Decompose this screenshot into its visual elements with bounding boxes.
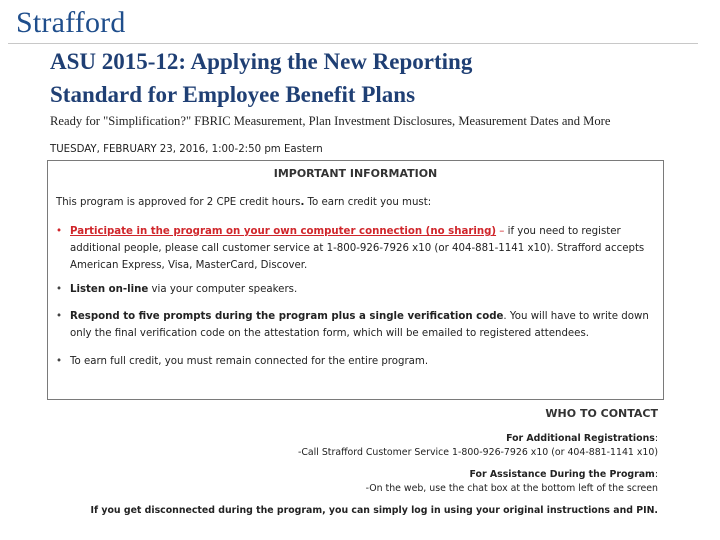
important-info-heading: IMPORTANT INFORMATION [273, 167, 438, 180]
credit-intro [56, 194, 431, 211]
respond-prompts-detail: . You will have to write down only the final verification code on the attestation form, which will be emailed to registered attendees. [70, 311, 649, 339]
respond-prompts-label: Respond to five prompts during the program plus a single verification code [70, 311, 504, 322]
credit-intro-dot: . [300, 197, 305, 208]
bullet-listen-online [70, 281, 655, 298]
assistance-label: For Assistance During the Program: [469, 469, 658, 480]
credit-intro-suffix: To earn credit you must: [304, 197, 432, 208]
disconnect-note: If you get disconnected during the program, you can simply log in using your original instructions and PIN. [90, 505, 658, 516]
bullet-respond-prompts [70, 308, 655, 342]
listen-online-detail: via your computer speakers. [148, 284, 298, 295]
header-divider [8, 43, 698, 44]
participate-requirement-link[interactable]: Participate in the program on your own computer connection (no sharing) [70, 226, 497, 237]
who-to-contact-heading: WHO TO CONTACT [545, 407, 658, 420]
assistance-contact: -On the web, use the chat box at the bottom left of the screen [365, 483, 658, 494]
bullet-marker: • [56, 356, 63, 367]
bullet-marker: • [56, 311, 63, 322]
page-title-line-2: Standard for Employee Benefit Plans [50, 82, 416, 107]
bullet-full-credit: To earn full credit, you must remain connected for the entire program. [70, 356, 429, 367]
bullet-marker: • [56, 226, 63, 237]
registrations-label: For Additional Registrations: [506, 433, 658, 444]
event-date: TUESDAY, FEBRUARY 23, 2016, 1:00-2:50 pm Eastern [50, 144, 323, 155]
bullet-marker: • [56, 284, 63, 295]
bullet-participate [70, 223, 655, 274]
page-title-line-1: ASU 2015-12: Applying the New Reporting [50, 49, 473, 74]
page-subtitle: Ready for "Simplification?" FBRIC Measurement, Plan Investment Disclosures, Measurement Dates and More [50, 114, 611, 128]
participate-dash: – [496, 226, 508, 237]
important-info-box [47, 160, 664, 400]
registrations-contact: -Call Strafford Customer Service 1-800-926-7926 x10 (or 404-881-1141 x10) [297, 447, 658, 458]
credit-intro-prefix: This program is approved for 2 CPE credit hours [56, 197, 301, 208]
listen-online-label: Listen on-line [70, 284, 149, 295]
strafford-logo: Strafford [16, 6, 126, 39]
participate-detail: if you need to register additional people, please call customer service at 1-800-926-7926 x10 (or 404-881-1141 x10). Strafford accepts American Express, Visa, MasterCard, Discover. [70, 226, 645, 271]
